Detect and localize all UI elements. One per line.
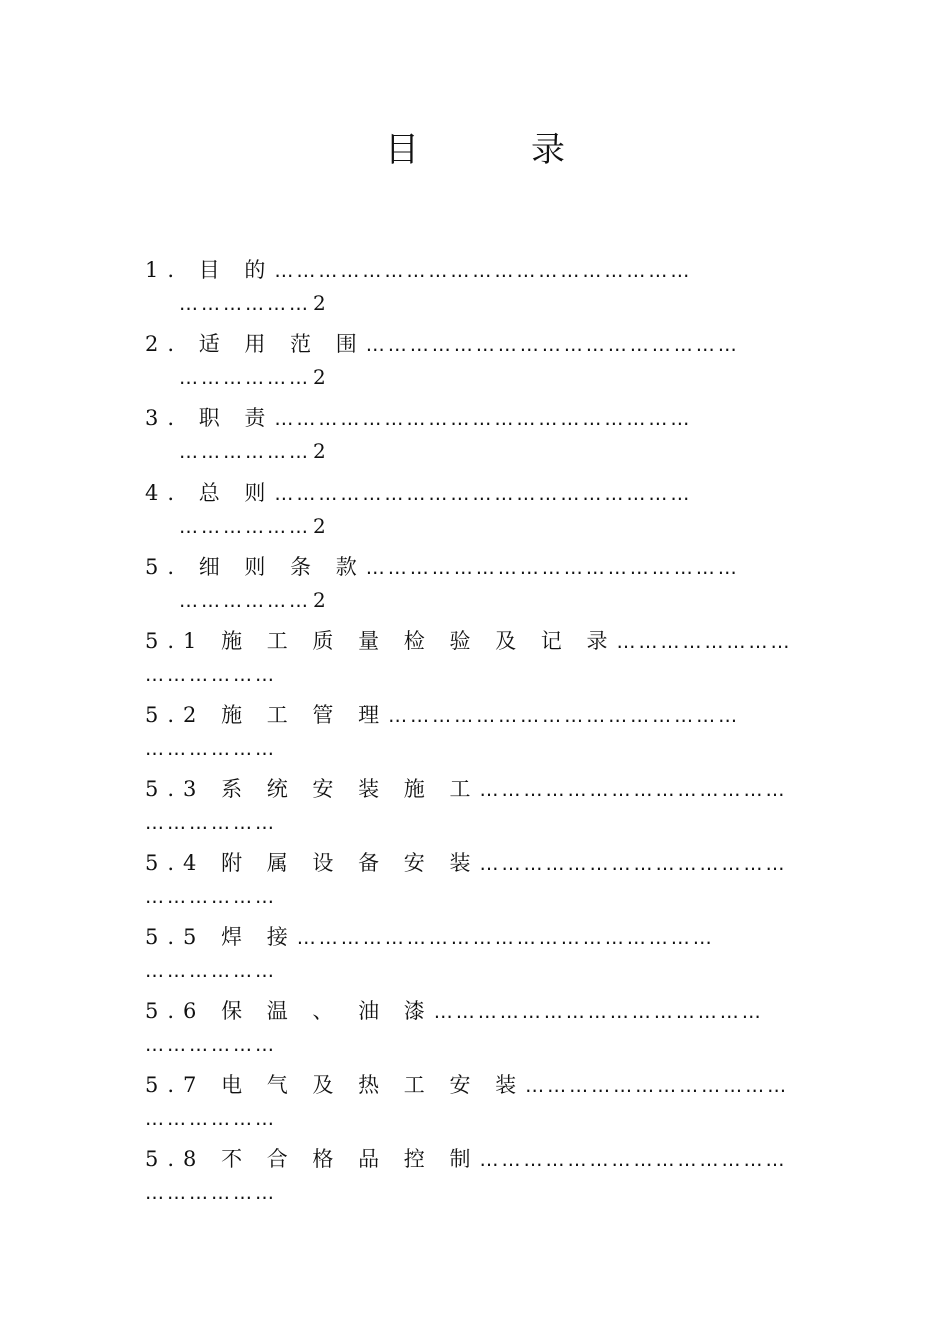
toc-page-number: 2 — [313, 439, 326, 463]
toc-entry-line2 — [179, 588, 326, 612]
toc-entry-line1 — [145, 402, 692, 432]
toc-entry-label: 5.2 施 工 管 理 — [145, 703, 389, 727]
toc-entry-label: 2. 适 用 范 围 — [145, 332, 366, 356]
toc-leader-dots: ……………… — [145, 664, 277, 686]
toc-entry-line2 — [179, 514, 326, 538]
toc-entry-line2 — [179, 365, 326, 389]
toc-entry-line1 — [145, 773, 787, 803]
toc-leader-dots: ……………………………… — [525, 1075, 790, 1097]
toc-entry-line1 — [145, 921, 715, 951]
toc-entry-line1 — [145, 477, 692, 507]
toc-entry-line1 — [145, 551, 740, 581]
toc-entry-label: 5. 细 则 条 款 — [145, 555, 366, 579]
toc-entry-line2 — [145, 1106, 279, 1130]
toc-leader-dots: ……………… — [145, 1108, 277, 1130]
toc-page-number: 2 — [313, 291, 326, 315]
toc-entry-line1 — [145, 328, 740, 358]
toc-entry-label: 5.3 系 统 安 装 施 工 — [145, 777, 480, 801]
toc-leader-dots: …………………………………………… — [365, 334, 740, 356]
toc-page-number: 2 — [313, 365, 326, 389]
toc-entry-label: 4. 总 则 — [145, 481, 275, 505]
toc-entry-line2 — [179, 291, 326, 315]
toc-page-number: 2 — [313, 514, 326, 538]
toc-leader-dots: ……………… — [145, 1034, 277, 1056]
toc-leader-dots: ………………………………………………… — [296, 927, 715, 949]
toc-entry-label: 5.1 施 工 质 量 检 验 及 记 录 — [145, 629, 617, 653]
toc-leader-dots: ……………… — [179, 293, 311, 315]
title-char-2: 录 — [531, 130, 565, 170]
toc-leader-dots: ……………… — [145, 812, 277, 834]
toc-entry-line1 — [145, 625, 792, 655]
toc-entry-label: 5.5 焊 接 — [145, 925, 297, 949]
toc-leader-dots: ………………………………………………… — [274, 408, 693, 430]
toc-entry-line1 — [145, 847, 787, 877]
toc-entry-line2 — [179, 439, 326, 463]
toc-page-number: 2 — [313, 588, 326, 612]
toc-leader-dots: ……………… — [179, 590, 311, 612]
toc-leader-dots: ……………… — [145, 738, 277, 760]
toc-entry-label: 3. 职 责 — [145, 406, 275, 430]
toc-entry-line1 — [145, 1143, 787, 1173]
toc-leader-dots: …………………………………… — [479, 779, 788, 801]
toc-entry-label: 5.6 保 温 、 油 漆 — [145, 999, 434, 1023]
toc-entry-line1 — [145, 254, 692, 284]
toc-leader-dots: ……………… — [145, 886, 277, 908]
toc-leader-dots: …………………………………… — [479, 853, 788, 875]
toc-entry-line1 — [145, 699, 740, 729]
toc-leader-dots: ……………… — [179, 441, 311, 463]
toc-entry-line2 — [145, 1032, 279, 1056]
toc-entry-label: 5.4 附 属 设 备 安 装 — [145, 851, 480, 875]
toc-entry-line2 — [145, 662, 279, 686]
toc-leader-dots: …………………………………… — [479, 1149, 788, 1171]
toc-leader-dots: ……………… — [145, 1182, 277, 1204]
toc-leader-dots: …………………………………………… — [365, 557, 740, 579]
toc-leader-dots: ………………………………………… — [388, 705, 741, 727]
toc-entry-label: 5.7 电 气 及 热 工 安 装 — [145, 1073, 526, 1097]
toc-leader-dots: ………………………………………………… — [274, 260, 693, 282]
toc-entry-label: 1. 目 的 — [145, 258, 275, 282]
toc-leader-dots: ………………………………………………… — [274, 483, 693, 505]
toc-leader-dots: ……………… — [179, 516, 311, 538]
toc-entry-line2 — [145, 1180, 279, 1204]
toc-entry-line2 — [145, 884, 279, 908]
toc-leader-dots: ……………………………………… — [433, 1001, 764, 1023]
toc-leader-dots: …………………… — [616, 631, 793, 653]
toc-leader-dots: ……………… — [145, 960, 277, 982]
toc-entry-line1 — [145, 995, 764, 1025]
toc-entry-line2 — [145, 958, 279, 982]
toc-leader-dots: ……………… — [179, 367, 311, 389]
toc-entry-line2 — [145, 736, 279, 760]
toc-entry-line1 — [145, 1069, 789, 1099]
toc-entry-line2 — [145, 810, 279, 834]
page-title — [0, 122, 950, 171]
toc-entry-label: 5.8 不 合 格 品 控 制 — [145, 1147, 480, 1171]
title-char-1: 目 — [385, 130, 419, 170]
